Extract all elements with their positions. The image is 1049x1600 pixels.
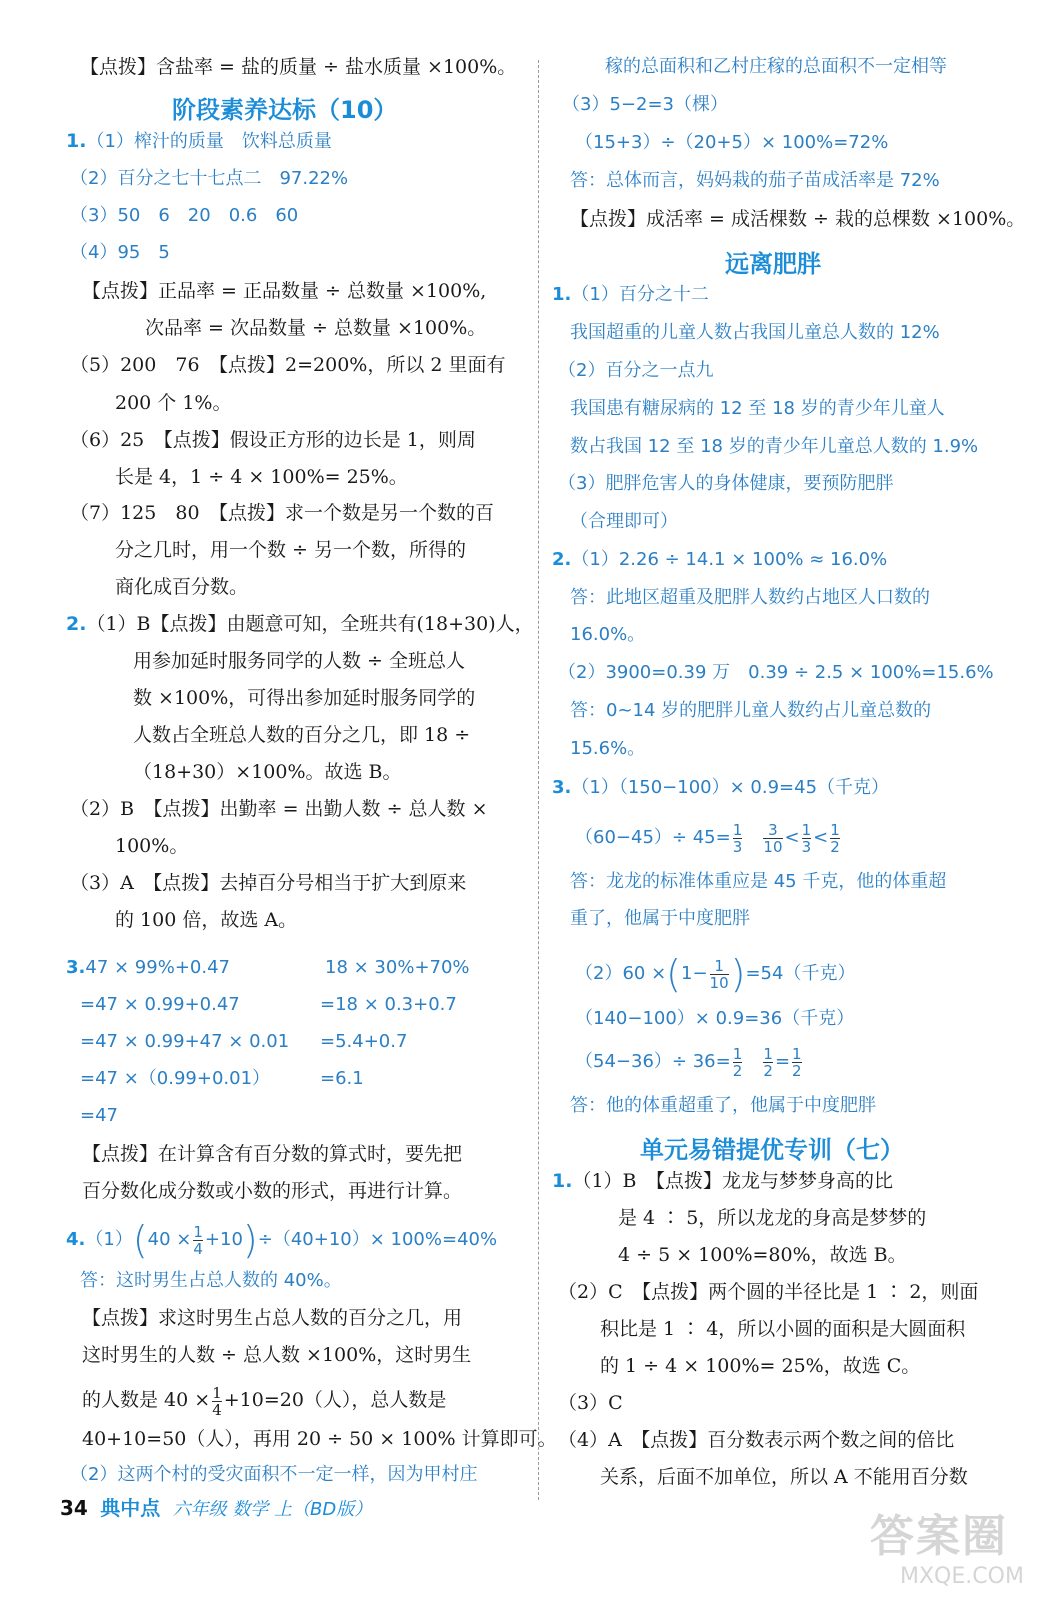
rq1-line-c2: （合理即可） <box>570 511 678 532</box>
q2-line-b1: （2）B 【点拨】出勤率 = 出勤人数 ÷ 总人数 × <box>70 798 488 820</box>
section-heading-unit-7: 单元易错提优专训（七） <box>640 1136 904 1164</box>
rq1-line-a: 1.（1）百分之十二 <box>552 284 709 305</box>
u1-line-a3: 4 ÷ 5 × 100%=80%，故选 B。 <box>618 1244 907 1266</box>
rq2-answer-b1: 答：0~14 岁的肥胖儿童人数约占儿童总数的 <box>570 700 932 721</box>
q4-answer: 答：这时男生占总人数的 40%。 <box>80 1270 342 1291</box>
u1-line-b1: （2）C 【点拨】两个圆的半径比是 1 ∶ 2，则面 <box>558 1281 979 1303</box>
page-footer <box>60 1492 372 1521</box>
q1-line-c: （3）50 6 20 0.6 60 <box>70 205 299 226</box>
brand-logo: 典中点 <box>100 1496 161 1520</box>
u1-line-b2: 积比是 1 ∶ 4，所以小圆的面积是大圆面积 <box>600 1318 966 1340</box>
fraction: $\frac{1}{10}$ <box>709 956 729 992</box>
fraction: $\frac{1}{3}$ <box>801 820 812 856</box>
q4-tip-3: 的人数是 40 × $\frac{1}{4}$ +10=20（人），总人数是 <box>82 1383 447 1419</box>
q2-line-a3: 数 ×100%，可得出参加延时服务同学的 <box>133 687 476 709</box>
rq1-answer-a: 我国超重的儿童人数占我国儿童总人数的 12% <box>570 322 940 343</box>
u1-line-b3: 的 1 ÷ 4 × 100%= 25%，故选 C。 <box>600 1355 921 1377</box>
q2-line-c1: （3）A 【点拨】去掉百分号相当于扩大到原来 <box>70 872 467 894</box>
rq3-line-b3: （54−36）÷ 36= $\frac{1}{2}$ $\frac{1}{2}$ = $\frac{1}{2}$ <box>575 1044 802 1080</box>
q3-left-5: =47 <box>80 1105 118 1126</box>
q3-right-4: =6.1 <box>320 1068 364 1089</box>
continued-line: 稼的总面积和乙村庄稼的总面积不一定相等 <box>605 56 947 77</box>
q4-tip-4: 40+10=50（人），再用 20 ÷ 50 × 100% 计算即可。 <box>82 1428 557 1450</box>
q2-line-b2: 100%。 <box>115 835 189 857</box>
q1-line-g1: （6）25 【点拨】假设正方形的边长是 1，则周 <box>70 429 476 451</box>
u1-line-c: （3）C <box>558 1392 623 1414</box>
q1-line-a: 1.（1）榨汁的质量 饮料总质量 <box>66 130 332 152</box>
q2-number: 2. <box>66 613 87 635</box>
watermark: 答案圈 MXQE.COM <box>870 1511 1024 1589</box>
q1-line-b: （2）百分之七十七点二 97.22% <box>70 168 349 189</box>
rq1-answer-b2: 数占我国 12 至 18 岁的青少年儿童总人数的 1.9% <box>570 436 979 457</box>
q3-number: 3. <box>66 957 86 978</box>
q1-tip-2: 次品率 = 次品数量 ÷ 总数量 ×100%。 <box>145 317 487 339</box>
rq1-answer-b1: 我国患有糖尿病的 12 至 18 岁的青少年儿童人 <box>570 398 945 419</box>
q2-line-a4: 人数占全班总人数的百分之几，即 18 ÷ <box>133 724 471 746</box>
rq1-number: 1. <box>552 284 572 305</box>
q3-left-2: =47 × 0.99+0.47 <box>80 994 240 1015</box>
rq1-line-b: （2）百分之一点九 <box>558 360 714 381</box>
q4-line-a: 4.（1）(40 × $\frac{1}{4}$ +10)÷（40+10）× 100%=40% <box>66 1218 498 1262</box>
q1-line-g2: 长是 4，1 ÷ 4 × 100%= 25%。 <box>115 466 408 488</box>
q1-tip-1: 【点拨】正品率 = 正品数量 ÷ 总数量 ×100%, <box>82 280 487 302</box>
fraction: $\frac{1}{2}$ <box>763 1044 773 1080</box>
rq2-line-a: 2.（1）2.26 ÷ 14.1 × 100% ≈ 16.0% <box>552 549 888 570</box>
fraction: $\frac{1}{2}$ <box>830 820 840 856</box>
q1-line-f2: 200 个 1%。 <box>115 392 232 414</box>
q2-line-a1: 2.（1）B【点拨】由题意可知，全班共有(18+30)人， <box>66 613 534 635</box>
fraction: $\frac{1}{2}$ <box>732 1044 743 1080</box>
rq3-line-a: 3.（1）（150−100）× 0.9=45（千克） <box>552 777 890 798</box>
q3-left-1: 3.47 × 99%+0.47 <box>66 957 230 978</box>
q1-line-h1: （7）125 80 【点拨】求一个数是另一个数的百 <box>70 502 495 524</box>
tip-salt-rate: 【点拨】含盐率 = 盐的质量 ÷ 盐水质量 ×100%。 <box>80 56 517 78</box>
fraction: $\frac{1}{3}$ <box>732 820 743 856</box>
q4-number: 4. <box>66 1229 86 1250</box>
rq3-number: 3. <box>552 777 572 798</box>
rq3-line-b2: （140−100）× 0.9=36（千克） <box>575 1008 855 1029</box>
r-answer: 答：总体而言，妈妈栽的茄子苗成活率是 72% <box>570 170 940 191</box>
q4-line-b1: （2）这两个村的受灾面积不一定一样，因为甲村庄 <box>70 1464 478 1485</box>
q3-tip-1: 【点拨】在计算含有百分数的算式时，要先把 <box>82 1143 463 1165</box>
rq2-answer-b2: 15.6%。 <box>570 738 646 759</box>
q1-line-f1: （5）200 76 【点拨】2=200%，所以 2 里面有 <box>70 354 506 376</box>
rq3-answer-a2: 重了，他属于中度肥胖 <box>570 908 750 929</box>
u1-line-d1: （4）A 【点拨】百分数表示两个数之间的倍比 <box>558 1429 955 1451</box>
fraction: $\frac{3}{10}$ <box>763 820 783 856</box>
q3-right-2: =18 × 0.3+0.7 <box>320 994 457 1015</box>
u1-line-a2: 是 4 ∶ 5，所以龙龙的身高是梦梦的 <box>618 1207 927 1229</box>
q3-tip-2: 百分数化成分数或小数的形式，再进行计算。 <box>82 1180 463 1202</box>
u1-line-a1: 1.（1）B 【点拨】龙龙与梦梦身高的比 <box>552 1170 894 1192</box>
r-tip: 【点拨】成活率 = 成活棵数 ÷ 栽的总棵数 ×100%。 <box>570 208 1026 230</box>
r-line-3: （3）5−2=3（棵） <box>562 94 728 115</box>
rq3-answer-b: 答：他的体重超重了，他属于中度肥胖 <box>570 1095 876 1116</box>
q2-line-a5: （18+30）×100%。故选 B。 <box>133 761 402 783</box>
u1-line-d2: 关系，后面不加单位，所以 A 不能用百分数 <box>600 1466 968 1488</box>
book-title: 六年级 数学 上（BD版） <box>172 1499 373 1520</box>
q4-tip-2: 这时男生的人数 ÷ 总人数 ×100%，这时男生 <box>82 1344 472 1366</box>
q1-line-h2: 分之几时，用一个数 ÷ 另一个数，所得的 <box>115 539 467 561</box>
q3-right-3: =5.4+0.7 <box>320 1031 408 1052</box>
q1-line-d: （4）95 5 <box>70 242 170 263</box>
rq2-answer-a1: 答：此地区超重及肥胖人数约占地区人口数的 <box>570 587 930 608</box>
section-heading-stage-10: 阶段素养达标（10） <box>172 96 398 124</box>
q1-number: 1. <box>66 130 87 152</box>
q3-right-1: 18 × 30%+70% <box>325 957 470 978</box>
fraction: $\frac{1}{4}$ <box>212 1383 222 1419</box>
rq3-answer-a1: 答：龙龙的标准体重应是 45 千克，他的体重超 <box>570 871 947 892</box>
rq3-fractions: （60−45）÷ 45= $\frac{1}{3}$ $\frac{3}{10}$ < $\frac{1}{3}$ < $\frac{1}{2}$ <box>575 820 840 856</box>
q2-line-a2: 用参加延时服务同学的人数 ÷ 全班总人 <box>133 650 465 672</box>
q3-left-4: =47 ×（0.99+0.01） <box>80 1068 271 1089</box>
r-line-calc: （15+3）÷（20+5）× 100%=72% <box>575 132 889 153</box>
column-divider <box>538 60 539 1500</box>
section-heading-obesity: 远离肥胖 <box>725 250 821 278</box>
rq1-line-c1: （3）肥胖危害人的身体健康，要预防肥胖 <box>558 473 894 494</box>
u1-number: 1. <box>552 1170 573 1192</box>
q3-left-3: =47 × 0.99+47 × 0.01 <box>80 1031 290 1052</box>
rq3-line-b: （2）60 ×(1− $\frac{1}{10}$ )=54（千克） <box>575 952 856 996</box>
q4-tip-1: 【点拨】求这时男生占总人数的百分之几，用 <box>82 1307 463 1329</box>
fraction: $\frac{1}{4}$ <box>193 1222 203 1258</box>
rq2-line-b: （2）3900=0.39 万 0.39 ÷ 2.5 × 100%=15.6% <box>558 662 994 683</box>
q2-line-c2: 的 100 倍，故选 A。 <box>115 909 298 931</box>
rq2-number: 2. <box>552 549 572 570</box>
page-number: 34 <box>60 1496 88 1520</box>
rq2-answer-a2: 16.0%。 <box>570 624 646 645</box>
fraction: $\frac{1}{2}$ <box>792 1044 802 1080</box>
q1-line-h3: 商化成百分数。 <box>115 576 249 598</box>
